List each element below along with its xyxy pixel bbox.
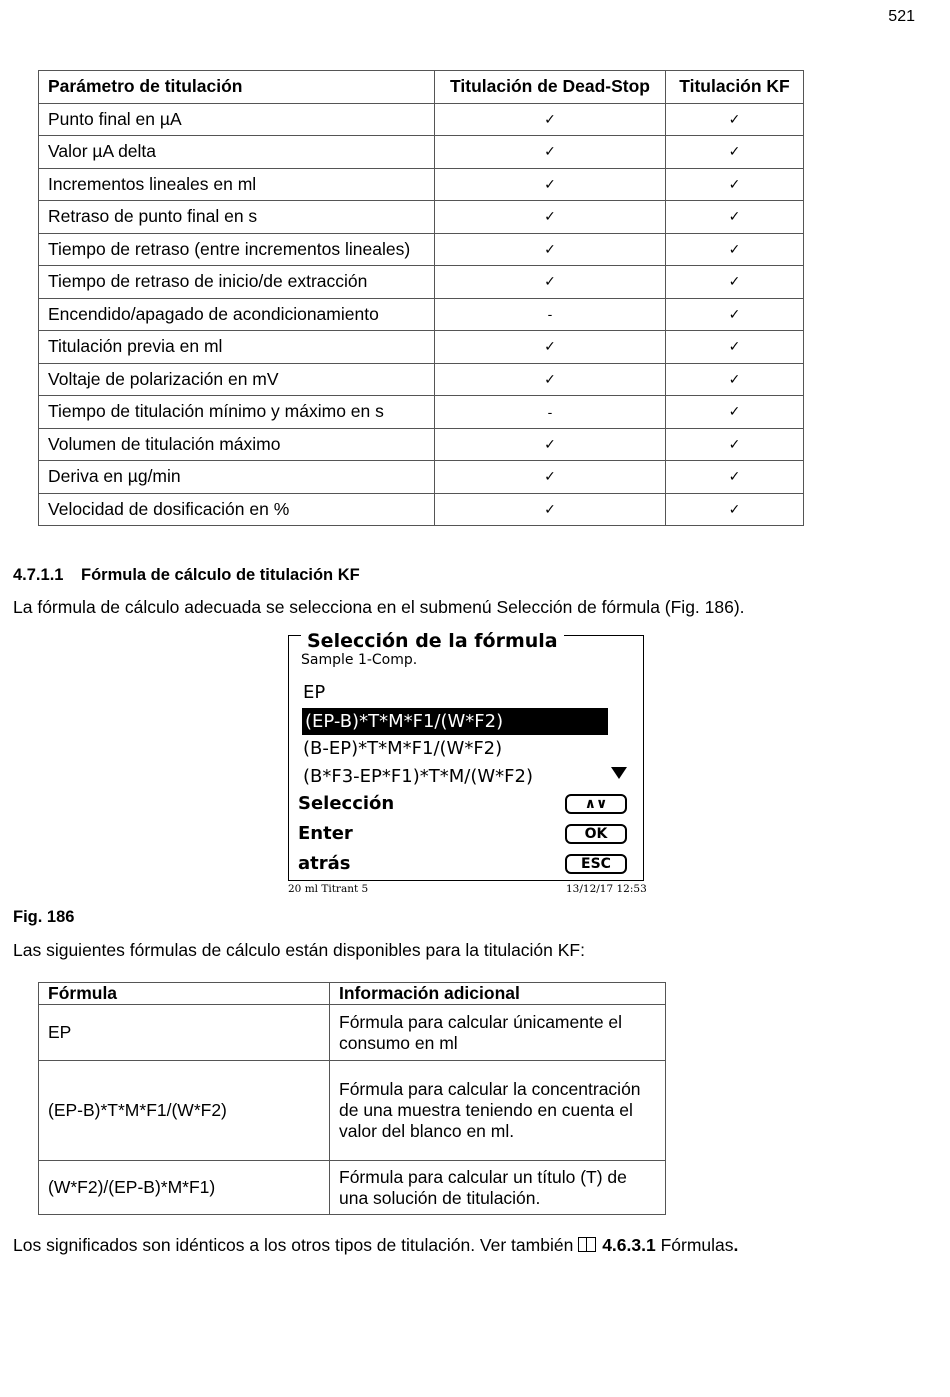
figure-caption: Fig. 186 (13, 908, 75, 926)
kf-cell: ✓ (666, 331, 804, 364)
kf-cell: ✓ (666, 136, 804, 169)
table-row (39, 1005, 666, 1061)
kf-cell: ✓ (666, 493, 804, 526)
table-header-row (39, 71, 804, 104)
table-row (39, 201, 804, 234)
table-row (39, 396, 804, 429)
label-enter: Enter (298, 823, 353, 844)
parameter-cell: Deriva en µg/min (39, 461, 435, 494)
formula-option-b-ep[interactable]: (B-EP)*T*M*F1/(W*F2) (303, 738, 503, 759)
dead-stop-cell: ✓ (435, 233, 666, 266)
kf-cell: ✓ (666, 461, 804, 494)
header-parameter: Parámetro de titulación (39, 71, 435, 104)
formula-cell: (W*F2)/(EP-B)*M*F1) (39, 1161, 330, 1215)
label-selection: Selección (298, 793, 395, 814)
info-cell: Fórmula para calcular un título (T) de una solución de titulación. (330, 1161, 666, 1215)
header-dead-stop: Titulación de Dead-Stop (435, 71, 666, 104)
parameter-cell: Incrementos lineales en ml (39, 168, 435, 201)
kf-cell: ✓ (666, 396, 804, 429)
parameter-cell: Volumen de titulación máximo (39, 428, 435, 461)
up-down-button[interactable]: ∧∨ (565, 794, 627, 814)
parameter-cell: Encendido/apagado de acondicionamiento (39, 298, 435, 331)
parameter-cell: Velocidad de dosificación en % (39, 493, 435, 526)
ok-button[interactable]: OK (565, 824, 627, 844)
table-row (39, 1061, 666, 1161)
kf-cell: ✓ (666, 298, 804, 331)
parameter-cell: Punto final en µA (39, 103, 435, 136)
dead-stop-cell: - (435, 396, 666, 429)
screen-footer-right: 13/12/17 12:53 (566, 883, 647, 895)
parameter-cell: Voltaje de polarización en mV (39, 363, 435, 396)
formula-cell: EP (39, 1005, 330, 1061)
dead-stop-cell: ✓ (435, 331, 666, 364)
table-row (39, 266, 804, 299)
parameter-cell: Titulación previa en ml (39, 331, 435, 364)
dead-stop-cell: ✓ (435, 201, 666, 234)
footer-note (13, 1235, 738, 1256)
formula-option-selected[interactable]: (EP-B)*T*M*F1/(W*F2) (302, 708, 608, 735)
section-heading (13, 566, 360, 585)
parameter-cell: Tiempo de retraso de inicio/de extracción (39, 266, 435, 299)
kf-cell: ✓ (666, 168, 804, 201)
kf-cell: ✓ (666, 201, 804, 234)
reference-number[interactable]: 4.6.3.1 (602, 1235, 656, 1255)
kf-cell: ✓ (666, 266, 804, 299)
table-row (39, 103, 804, 136)
header-kf: Titulación KF (666, 71, 804, 104)
params-body (39, 103, 804, 526)
screen-title: Selección de la fórmula (301, 630, 564, 652)
formulas-intro: Las siguientes fórmulas de cálculo están disponibles para la titulación KF: (13, 940, 585, 960)
parameter-cell: Tiempo de titulación mínimo y máximo en s (39, 396, 435, 429)
dead-stop-cell: ✓ (435, 493, 666, 526)
section-number: 4.7.1.1 (13, 566, 64, 584)
dead-stop-cell: ✓ (435, 363, 666, 396)
dead-stop-cell: ✓ (435, 103, 666, 136)
reference-title[interactable]: Fórmulas (660, 1235, 734, 1255)
kf-cell: ✓ (666, 363, 804, 396)
table-row (39, 493, 804, 526)
book-icon (578, 1237, 596, 1252)
kf-cell: ✓ (666, 233, 804, 266)
screen-subtitle: Sample 1-Comp. (301, 652, 418, 668)
table-row (39, 331, 804, 364)
parameter-cell: Tiempo de retraso (entre incrementos lineales) (39, 233, 435, 266)
header-info: Información adicional (330, 983, 666, 1005)
page-number: 521 (888, 8, 915, 25)
table-row (39, 1161, 666, 1215)
table-row (39, 233, 804, 266)
table-header-row (39, 983, 666, 1005)
section-title: Fórmula de cálculo de titulación KF (81, 566, 360, 584)
esc-button[interactable]: ESC (565, 854, 627, 874)
formulas-table (38, 982, 666, 1215)
kf-cell: ✓ (666, 428, 804, 461)
intro-text: La fórmula de cálculo adecuada se selecciona en el submenú Selección de fórmula (Fig. 186). (13, 597, 745, 617)
dead-stop-cell: ✓ (435, 136, 666, 169)
formula-option-ep[interactable]: EP (303, 682, 326, 703)
footer-note-text: Los significados son idénticos a los otros tipos de titulación. Ver también (13, 1235, 574, 1255)
header-formula: Fórmula (39, 983, 330, 1005)
dead-stop-cell: ✓ (435, 168, 666, 201)
formula-cell: (EP-B)*T*M*F1/(W*F2) (39, 1061, 330, 1161)
table-row (39, 168, 804, 201)
label-back: atrás (298, 853, 351, 874)
dead-stop-cell: ✓ (435, 428, 666, 461)
device-screen (288, 630, 644, 881)
scroll-down-icon (611, 767, 627, 779)
screen-footer-left: 20 ml Titrant 5 (288, 883, 369, 895)
table-row (39, 298, 804, 331)
titration-parameters-table (38, 70, 804, 526)
table-row (39, 461, 804, 494)
dead-stop-cell: ✓ (435, 266, 666, 299)
parameter-cell: Valor µA delta (39, 136, 435, 169)
reference-end: . (733, 1235, 739, 1255)
table-row (39, 136, 804, 169)
info-cell: Fórmula para calcular la concentración de una muestra teniendo en cuenta el valor del blanco en ml. (330, 1061, 666, 1161)
kf-cell: ✓ (666, 103, 804, 136)
table-row (39, 428, 804, 461)
dead-stop-cell: - (435, 298, 666, 331)
formula-option-b-f3[interactable]: (B*F3-EP*F1)*T*M/(W*F2) (303, 766, 533, 787)
parameter-cell: Retraso de punto final en s (39, 201, 435, 234)
table-row (39, 363, 804, 396)
info-cell: Fórmula para calcular únicamente el consumo en ml (330, 1005, 666, 1061)
dead-stop-cell: ✓ (435, 461, 666, 494)
